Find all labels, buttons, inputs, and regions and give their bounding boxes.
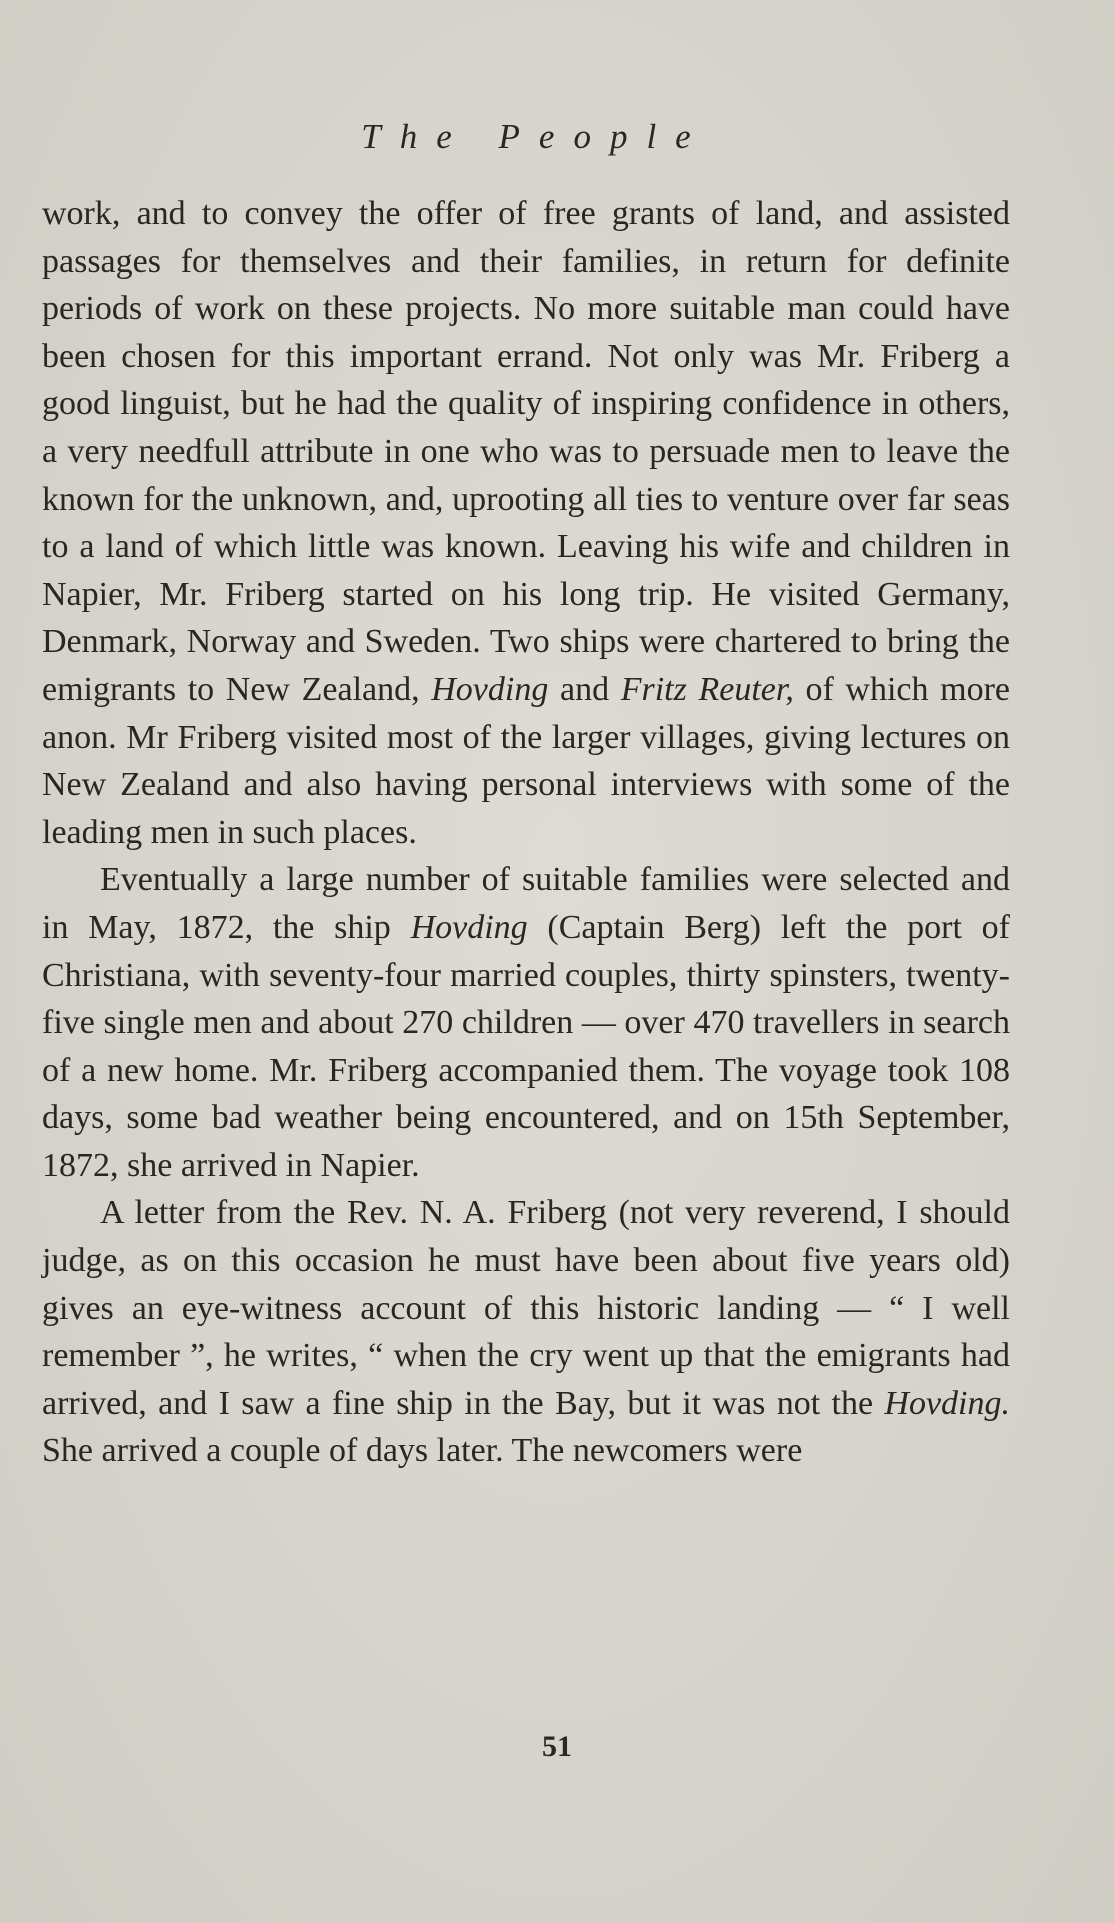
paragraph-1-text-3: of which more anon. Mr Friberg visited most of the larger villages, giving lectures on New Zealand and also having personal interviews with some of the leading men in such places. xyxy=(42,670,1010,851)
page-number: 51 xyxy=(542,1730,572,1763)
paragraph-2-text-2: (Captain Berg) left the port of Christiana, with seventy-four married couples, thirty spinsters, twenty-five single men and about 270 children — over 470 travellers in search of a new home. Mr. Friberg accompanied them. The voyage took 108 days, some bad weather being encountered, and on 15th September, 1872, she arrived in Napier. xyxy=(42,908,1010,1184)
paragraph-3-text-2: She arrived a couple of days later. The newcomers were xyxy=(42,1432,803,1470)
ship-name-hovding: Hovding xyxy=(431,670,549,708)
paragraph-3 xyxy=(42,1189,1010,1475)
paragraph-2-text-1: Eventually a large number of suitable families were selected and in May, 1872, the ship xyxy=(42,861,1010,946)
paragraph-1-text-2: and xyxy=(548,670,621,708)
ship-name-hovding: Hovding xyxy=(410,908,528,946)
ship-name-fritz-reuter: Fritz Reuter, xyxy=(620,670,794,708)
running-head: The People xyxy=(361,117,710,156)
page-text-block xyxy=(42,112,1010,1475)
paragraph-1-text-1: work, and to convey the offer of free grants of land, and assisted passages for themselves and their families, in return for definite periods of work on these projects. No more suitable man could have been chosen for this important errand. Not only was Mr. Friberg a good linguist, but he had the quality of inspiring confidence in others, a very needfull attribute in one who was to persuade men to leave the known for the unknown, and, uprooting all ties to venture over far seas to a land of which little was known. Leaving his wife and children in Napier, Mr. Friberg started on his long trip. He visited Germany, Denmark, Norway and Sweden. Two ships were chartered to bring the emigrants to New Zealand, xyxy=(42,195,1010,708)
paragraph-2 xyxy=(42,856,1010,1189)
paragraph-1 xyxy=(42,190,1010,856)
ship-name-hovding: Hovding. xyxy=(884,1384,1010,1422)
paragraph-3-text-1: A letter from the Rev. N. A. Friberg (not very reverend, I should judge, as on this occasion he must have been about five years old) gives an eye-witness account of this historic landing — “ I well remember ”, he writes, “ when the cry went up that the emigrants had arrived, and I saw a fine ship in the Bay, but it was not the xyxy=(42,1194,1010,1422)
